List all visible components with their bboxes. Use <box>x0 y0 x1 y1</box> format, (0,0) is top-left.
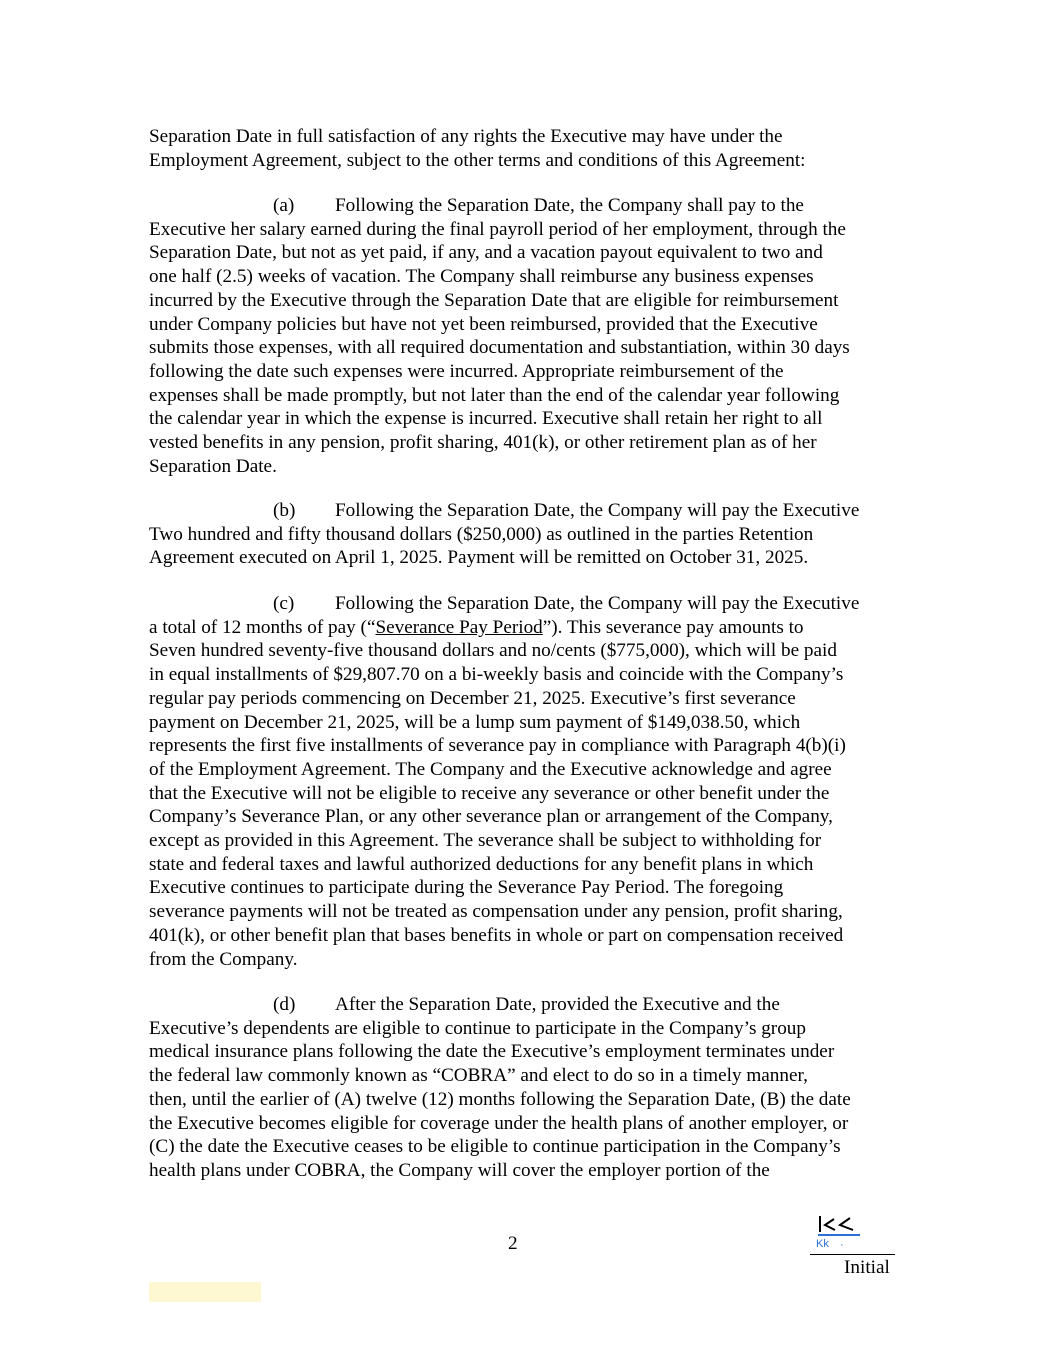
text-line: then, until the earlier of (A) twelve (12) months following the Separation Date, (B) the date <box>149 1088 851 1110</box>
text-line: from the Company. <box>149 948 298 970</box>
text-line: Separation Date in full satisfaction of any rights the Executive may have under the <box>149 126 783 147</box>
paragraph-first-line: (c) Following the Separation Date, the Company will pay the Executive <box>273 593 860 614</box>
signature-dot: · <box>840 1239 844 1251</box>
text-line: that the Executive will not be eligible to receive any severance or other benefit under the <box>149 782 830 804</box>
paragraph-d <box>149 993 909 1183</box>
text-line: following the date such expenses were incurred. Appropriate reimbursement of the <box>149 360 784 382</box>
text-line: the federal law commonly known as “COBRA” and elect to do so in a timely manner, <box>149 1065 808 1087</box>
text-line: Employment Agreement, subject to the other terms and conditions of this Agreement: <box>149 149 806 171</box>
text-line: Executive her salary earned during the final payroll period of her employment, through the <box>149 218 846 240</box>
text-line: in equal installments of $29,807.70 on a bi-weekly basis and coincide with the Company’s <box>149 664 844 686</box>
text-line: expenses shall be made promptly, but not later than the end of the calendar year following <box>149 384 840 406</box>
page-number: 2 <box>508 1233 518 1254</box>
text-line: submits those expenses, with all required documentation and substantiation, within 30 days <box>149 337 850 359</box>
text-line: Seven hundred seventy-five thousand dollars and no/cents ($775,000), which will be paid <box>149 640 837 662</box>
text-line: payment on December 21, 2025, will be a lump sum payment of $149,038.50, which <box>149 711 801 733</box>
highlight-box <box>149 1282 261 1302</box>
text-line: except as provided in this Agreement. The severance shall be subject to withholding for <box>149 830 822 852</box>
text-line: state and federal taxes and lawful authorized deductions for any benefit plans in which <box>149 853 814 875</box>
text-line: Separation Date, but not as yet paid, if any, and a vacation payout equivalent to two and <box>149 242 823 264</box>
text-line: health plans under COBRA, the Company will cover the employer portion of the <box>149 1159 770 1181</box>
paragraph-label: (d) <box>273 994 296 1015</box>
initial-line <box>810 1254 895 1255</box>
text-line: Company’s Severance Plan, or any other severance plan or arrangement of the Company, <box>149 806 833 828</box>
text-line: Two hundred and fifty thousand dollars ($250,000) as outlined in the parties Retention <box>149 523 814 545</box>
text-line: under Company policies but have not yet been reimbursed, provided that the Executive <box>149 313 818 335</box>
paragraph-first-line: (d) After the Separation Date, provided the Executive and the <box>273 994 780 1015</box>
paragraph-c <box>149 592 909 971</box>
text-line: the calendar year in which the expense is incurred. Executive shall retain her right to all <box>149 408 823 430</box>
text-line: a total of 12 months of pay (“Severance Pay Period”). This severance pay amounts to <box>149 616 804 638</box>
text-line: 401(k), or other benefit plan that bases benefits in whole or part on compensation received <box>149 924 844 946</box>
text-line: severance payments will not be treated as compensation under any pension, profit sharing, <box>149 901 843 923</box>
initial-label: Initial <box>844 1257 890 1278</box>
paragraph-label: (a) <box>273 195 295 216</box>
paragraph-label: (b) <box>273 500 296 521</box>
text-line: of the Employment Agreement. The Company and the Executive acknowledge and agree <box>149 758 832 780</box>
text-line: regular pay periods commencing on December 21, 2025. Executive’s first severance <box>149 687 796 709</box>
paragraph-label: (c) <box>273 593 295 614</box>
initial-block <box>810 1212 895 1282</box>
text-line: represents the first five installments of severance pay in compliance with Paragraph 4(b)(i) <box>149 735 846 757</box>
defined-term: Severance Pay Period <box>375 616 543 638</box>
text-line: one half (2.5) weeks of vacation. The Company shall reimburse any business expenses <box>149 266 814 288</box>
text-line: incurred by the Executive through the Separation Date that are eligible for reimbursement <box>149 289 839 311</box>
paragraph-first-line: (b) Following the Separation Date, the Company will pay the Executive <box>273 500 860 521</box>
text-line: Executive’s dependents are eligible to continue to participate in the Company’s group <box>149 1017 806 1039</box>
text-line: medical insurance plans following the date the Executive’s employment terminates under <box>149 1041 835 1063</box>
text-line: Agreement executed on April 1, 2025. Payment will be remitted on October 31, 2025. <box>149 547 809 569</box>
text-line: Separation Date. <box>149 455 277 477</box>
text-line: (C) the date the Executive ceases to be eligible to continue participation in the Company’s <box>149 1136 841 1158</box>
paragraph-first-line: (a) Following the Separation Date, the Company shall pay to the <box>273 195 804 216</box>
intro-paragraph <box>149 125 909 172</box>
text-line: the Executive becomes eligible for coverage under the health plans of another employer, or <box>149 1112 849 1134</box>
text-line: Executive continues to participate during the Severance Pay Period. The foregoing <box>149 877 784 899</box>
signature-caption: Kk <box>816 1238 829 1250</box>
signature-initials-icon <box>816 1212 864 1240</box>
text-line: vested benefits in any pension, profit sharing, 401(k), or other retirement plan as of her <box>149 432 817 454</box>
paragraph-a <box>149 194 909 478</box>
paragraph-b <box>149 499 909 570</box>
